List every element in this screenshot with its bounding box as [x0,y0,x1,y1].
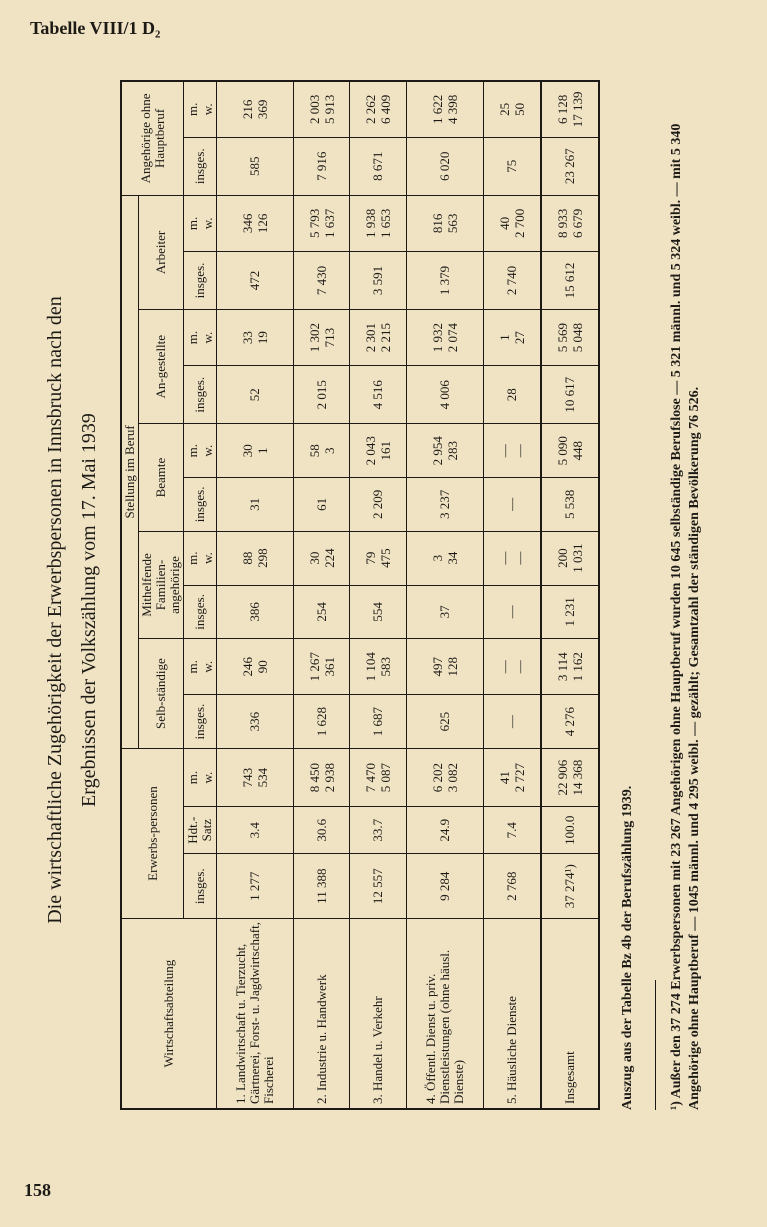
cell-s_m-s_w [217,639,294,695]
cell-h_m-h_w [483,81,540,137]
cell-s_ins: 1 687 [350,695,406,749]
cell-h_m-h_w [217,81,294,137]
cell-e_hdt: 33.7 [350,807,406,854]
sub-mw: m. w. [184,310,217,366]
sub-mw: m. w. [184,639,217,695]
table-row [483,81,540,1109]
row-label: 4. Öffentl. Dienst u. priv. Dienstleistungen (ohne häusl. Dienste) [406,919,483,1109]
cell-value: 298 [255,548,270,568]
cell-value: 58 [306,444,322,458]
cell-s_ins: 336 [217,695,294,749]
row-label: Insgesamt [541,919,599,1109]
sub-mw: m. w. [184,195,217,251]
cell-b_ins: 3 237 [406,478,483,532]
header-angestellte: An-gestellte [139,310,184,424]
cell-value: 3 114 [554,652,570,682]
sub-mw: m. w. [184,81,217,137]
cell-value: 2 003 [306,94,322,124]
cell-e_m-e_w [483,748,540,806]
cell-s_m-s_w [541,639,599,695]
sub-insges: insges. [184,251,217,309]
table-row [350,81,406,1109]
cell-value: 1 [496,334,512,341]
cell-a_ins: 10 617 [541,366,599,424]
cell-value: 5 793 [306,208,322,238]
cell-value: — [511,551,527,565]
header-erwerbspersonen: Erwerbs-personen [121,748,184,918]
cell-r_m-r_w [406,195,483,251]
cell-e_hdt: 30.6 [294,807,350,854]
cell-value: 3 [321,447,337,454]
cell-value: 1 653 [378,208,394,238]
header-stellung: Stellung im Beruf [121,195,139,748]
cell-a_ins: 28 [483,366,540,424]
cell-b_ins: — [483,478,540,532]
table-reference: Tabelle VIII/1 D₂ [30,18,161,38]
cell-value: 6 409 [378,94,394,124]
cell-value: 200 [554,548,570,568]
cell-a_m-a_w [217,310,294,366]
cell-value: 1 932 [429,322,445,353]
cell-value: 583 [378,657,394,677]
cell-r_ins: 1 379 [406,251,483,309]
title-line-2: Ergebnissen der Volkszählung vom 17. Mai 1939 [78,413,100,807]
cell-b_m-b_w [294,424,350,478]
cell-b_ins: 61 [294,478,350,532]
cell-e_hdt: 100.0 [541,807,599,854]
cell-h_m-h_w [294,81,350,137]
cell-e_ins: 37 274¹) [541,854,599,919]
cell-value: 5 087 [378,762,394,793]
cell-value: 534 [255,767,270,788]
cell-value: 2 043 [363,436,379,466]
cell-r_m-r_w [483,195,540,251]
cell-f_ins: 254 [294,585,350,639]
page-number: 158 [24,1180,51,1200]
cell-a_m-a_w [406,310,483,366]
cell-e_ins: 2 768 [483,854,540,919]
cell-b_m-b_w [406,424,483,478]
cell-value: 5 048 [569,322,585,353]
cell-value: 8 450 [306,762,322,793]
cell-b_ins: 31 [217,478,294,532]
cell-h_ins: 6 020 [406,137,483,195]
cell-value: 1 [255,447,270,454]
cell-e_m-e_w [217,748,294,806]
cell-r_m-r_w [217,195,294,251]
page-title [38,110,106,1110]
cell-value: 34 [444,551,460,565]
cell-s_ins: 1 628 [294,695,350,749]
cell-value: 50 [511,102,527,116]
cell-b_ins: 2 209 [350,478,406,532]
cell-value: — [496,660,512,674]
cell-value: 346 [240,213,255,234]
cell-value: 361 [321,657,337,677]
cell-value: 22 906 [554,759,570,796]
rotated-page-content [0,60,767,1180]
cell-value: — [511,444,527,458]
cell-value: 2 074 [444,322,460,353]
cell-b_m-b_w [217,424,294,478]
cell-a_m-a_w [294,310,350,366]
header-beamte: Beamte [139,424,184,531]
cell-value: 816 [429,213,445,234]
cell-value: 497 [429,657,445,677]
header-angehoerige: Angehörige ohne Hauptberuf [121,81,184,195]
cell-value: 2 954 [429,436,445,466]
cell-value: 17 139 [569,91,585,128]
header-selbstaendige: Selb-ständige [139,639,184,749]
cell-value: 88 [240,551,255,565]
cell-f_m-f_w [350,531,406,585]
title-line-1: Die wirtschaftliche Zugehörigkeit der Erwerbspersonen in Innsbruck nach den [44,296,66,924]
footnote-divider [655,980,656,1110]
cell-value: 3 [429,554,445,562]
cell-s_ins: — [483,695,540,749]
cell-value: 2 700 [511,208,527,238]
sub-hdt: Hdt.-Satz [184,807,217,854]
sub-mw: m. w. [184,424,217,478]
cell-value: 4 398 [444,94,460,124]
cell-value: 1 267 [306,652,322,682]
table-row [294,81,350,1109]
cell-s_m-s_w [483,639,540,695]
table-row [406,81,483,1109]
cell-value: 40 [496,216,512,230]
cell-a_m-a_w [483,310,540,366]
cell-h_ins: 23 267 [541,137,599,195]
cell-f_ins: 37 [406,585,483,639]
cell-value: 5 913 [321,94,337,124]
row-label: 3. Handel u. Verkehr [350,919,406,1109]
cell-f_ins: 386 [217,585,294,639]
cell-value: 1 104 [363,652,379,682]
cell-value: 6 679 [569,208,585,238]
cell-a_m-a_w [541,310,599,366]
table-body [217,81,600,1109]
cell-e_m-e_w [350,748,406,806]
cell-f_m-f_w [483,531,540,585]
cell-value: 1 622 [429,94,445,124]
cell-r_m-r_w [541,195,599,251]
cell-value: 2 938 [321,762,337,793]
row-label: 2. Industrie u. Handwerk [294,919,350,1109]
cell-value: 713 [321,327,337,348]
cell-value: 7 470 [363,762,379,793]
cell-h_m-h_w [541,81,599,137]
cell-e_m-e_w [406,748,483,806]
cell-a_ins: 4 516 [350,366,406,424]
cell-a_ins: 4 006 [406,366,483,424]
cell-b_m-b_w [350,424,406,478]
row-label: 1. Landwirtschaft u. Tierzucht, Gärtnerei, Forst- u. Jagdwirtschaft, Fischerei [217,919,294,1109]
cell-value: — [496,444,512,458]
cell-f_m-f_w [541,531,599,585]
sub-mw: m. w. [184,531,217,585]
header-wirtschaft: Wirtschaftsabteilung [121,919,217,1109]
cell-r_ins: 15 612 [541,251,599,309]
header-mithelfende: Mithelfende Familien-angehörige [139,531,184,638]
cell-r_m-r_w [294,195,350,251]
cell-value: 369 [255,99,270,120]
cell-value: 1 302 [306,322,322,353]
header-arbeiter: Arbeiter [139,195,184,309]
cell-f_ins: — [483,585,540,639]
cell-h_m-h_w [406,81,483,137]
cell-a_ins: 52 [217,366,294,424]
sub-insges: insges. [184,585,217,639]
cell-e_m-e_w [541,748,599,806]
row-label: 5. Häusliche Dienste [483,919,540,1109]
cell-value: — [511,660,527,674]
cell-b_m-b_w [541,424,599,478]
sub-insges: insges. [184,478,217,532]
cell-e_hdt: 3.4 [217,807,294,854]
table-row [217,81,294,1109]
cell-value: 6 128 [554,94,570,124]
cell-value: 90 [255,660,270,674]
cell-e_hdt: 24.9 [406,807,483,854]
cell-f_ins: 1 231 [541,585,599,639]
cell-r_m-r_w [350,195,406,251]
cell-value: 246 [240,657,255,677]
cell-h_ins: 585 [217,137,294,195]
cell-value: 2 727 [511,762,527,793]
sub-insges: insges. [184,366,217,424]
cell-value: 5 090 [554,436,570,466]
cell-value: 30 [240,444,255,458]
cell-value: 2 262 [363,94,379,124]
cell-value: 283 [444,440,460,461]
cell-f_ins: 554 [350,585,406,639]
cell-r_ins: 472 [217,251,294,309]
cell-s_m-s_w [350,639,406,695]
cell-f_m-f_w [406,531,483,585]
cell-e_ins: 11 388 [294,854,350,919]
cell-value: 448 [569,440,585,461]
cell-e_m-e_w [294,748,350,806]
cell-r_ins: 3 591 [350,251,406,309]
cell-value: — [496,551,512,565]
cell-value: 216 [240,99,255,120]
source-note: Auszug aus der Tabelle Bz 4b der Berufszählung 1939. [620,785,635,1110]
cell-h_ins: 75 [483,137,540,195]
cell-r_ins: 7 430 [294,251,350,309]
cell-s_ins: 625 [406,695,483,749]
cell-h_ins: 7 916 [294,137,350,195]
cell-value: 3 082 [444,762,460,793]
cell-s_m-s_w [406,639,483,695]
cell-f_m-f_w [294,531,350,585]
cell-value: 6 202 [429,762,445,793]
cell-b_m-b_w [483,424,540,478]
statistics-table [120,80,600,1110]
cell-value: 563 [444,213,460,234]
cell-value: 1 031 [569,543,585,573]
cell-s_ins: 4 276 [541,695,599,749]
cell-value: 27 [511,331,527,345]
cell-a_ins: 2 015 [294,366,350,424]
cell-value: 14 368 [569,759,585,796]
cell-value: 2 215 [378,322,394,353]
cell-h_ins: 8 671 [350,137,406,195]
cell-value: 128 [444,657,460,677]
cell-value: 475 [378,548,394,568]
cell-e_ins: 9 284 [406,854,483,919]
cell-value: 224 [321,548,337,568]
cell-s_m-s_w [294,639,350,695]
cell-e_hdt: 7.4 [483,807,540,854]
cell-value: 30 [306,551,322,565]
cell-f_m-f_w [217,531,294,585]
cell-a_m-a_w [350,310,406,366]
cell-value: 161 [378,440,394,461]
cell-value: 41 [496,771,512,785]
footnote: ¹) Außer den 37 274 Erwerbspersonen mit 23 267 Angehörigen ohne Hauptberuf wurden 10 645 selbständige Berufslose — 5 321 männl. und 5 324 weibl. — mit 5 340 Angehörige ohne Hauptberuf — 1045 männl. und 4 295 weibl. — gezählt; Gesamtzahl der ständigen Bevölkerung 76 526. [669,123,702,1110]
cell-e_ins: 12 557 [350,854,406,919]
cell-r_ins: 2 740 [483,251,540,309]
sub-insges: insges. [184,854,217,919]
cell-e_ins: 1 277 [217,854,294,919]
cell-value: 33 [240,331,255,345]
cell-h_m-h_w [350,81,406,137]
cell-value: 1 637 [321,208,337,238]
cell-value: 2 301 [363,322,379,353]
cell-b_ins: 5 538 [541,478,599,532]
sub-mw: m. w. [184,748,217,806]
sub-insges: insges. [184,695,217,749]
cell-value: 8 933 [554,208,570,238]
cell-value: 743 [240,767,255,788]
cell-value: 25 [496,102,512,116]
cell-value: 1 938 [363,208,379,238]
cell-value: 1 162 [569,652,585,682]
sub-insges: insges. [184,137,217,195]
total-row [541,81,599,1109]
cell-value: 126 [255,213,270,234]
cell-value: 79 [363,551,379,565]
cell-value: 5 569 [554,322,570,353]
cell-value: 19 [255,331,270,345]
